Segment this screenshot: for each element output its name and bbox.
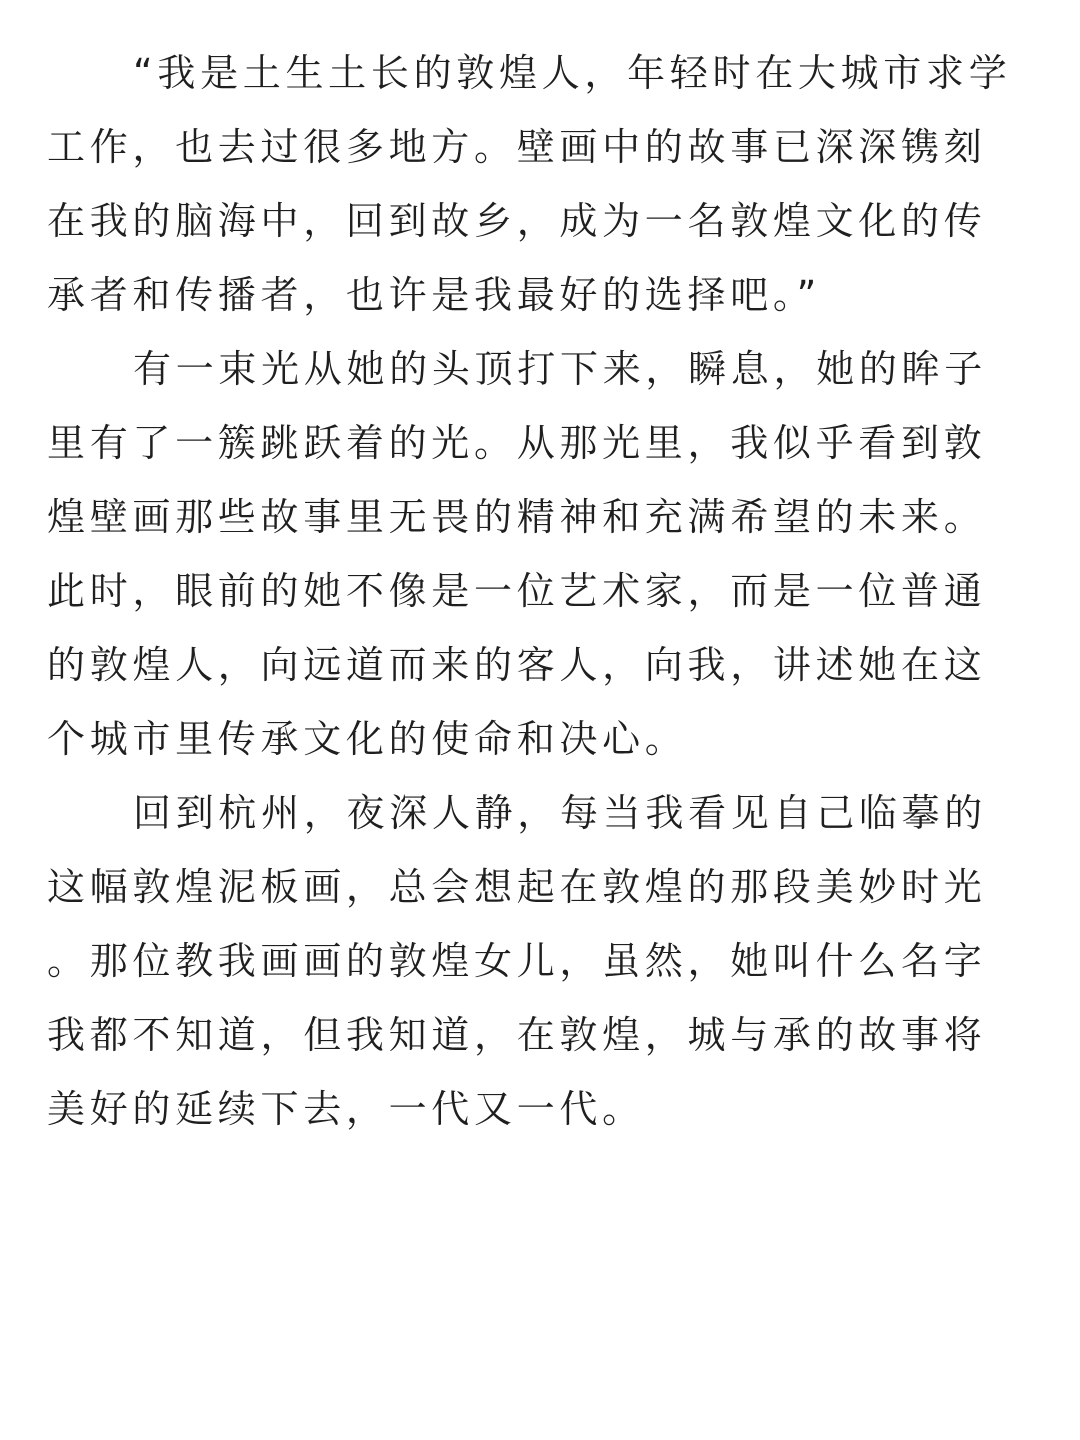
paragraph-3	[47, 776, 1037, 1146]
text-line: 。那位教我画画的敦煌女儿，虽然，她叫什么名字	[47, 939, 987, 983]
text-line: 的敦煌人，向远道而来的客人，向我，讲述她在这	[47, 643, 987, 687]
article-body	[47, 36, 1037, 1146]
text-line: 此时，眼前的她不像是一位艺术家，而是一位普通	[47, 569, 987, 613]
text-line: 我都不知道，但我知道，在敦煌，城与承的故事将	[47, 1013, 987, 1057]
text-line: 工作，也去过很多地方。壁画中的故事已深深镌刻	[47, 125, 987, 169]
text-line: 里有了一簇跳跃着的光。从那光里，我似乎看到敦	[47, 421, 987, 465]
text-line: 这幅敦煌泥板画，总会想起在敦煌的那段美妙时光	[47, 865, 987, 909]
text-line: 有一束光从她的头顶打下来，瞬息，她的眸子	[133, 347, 988, 391]
text-line: 美好的延续下去，一代又一代。	[47, 1087, 645, 1131]
text-line: 个城市里传承文化的使命和决心。	[47, 717, 688, 761]
text-line: 在我的脑海中，回到故乡，成为一名敦煌文化的传	[47, 199, 987, 243]
text-line: 煌壁画那些故事里无畏的精神和充满希望的未来。	[47, 495, 987, 539]
text-line: 回到杭州，夜深人静，每当我看见自己临摹的	[133, 791, 988, 835]
text-line: “我是土生土长的敦煌人，年轻时在大城市求学	[133, 51, 1012, 95]
text-line: 承者和传播者，也许是我最好的选择吧。”	[47, 273, 821, 317]
paragraph-1	[47, 36, 1037, 332]
paragraph-2	[47, 332, 1037, 776]
